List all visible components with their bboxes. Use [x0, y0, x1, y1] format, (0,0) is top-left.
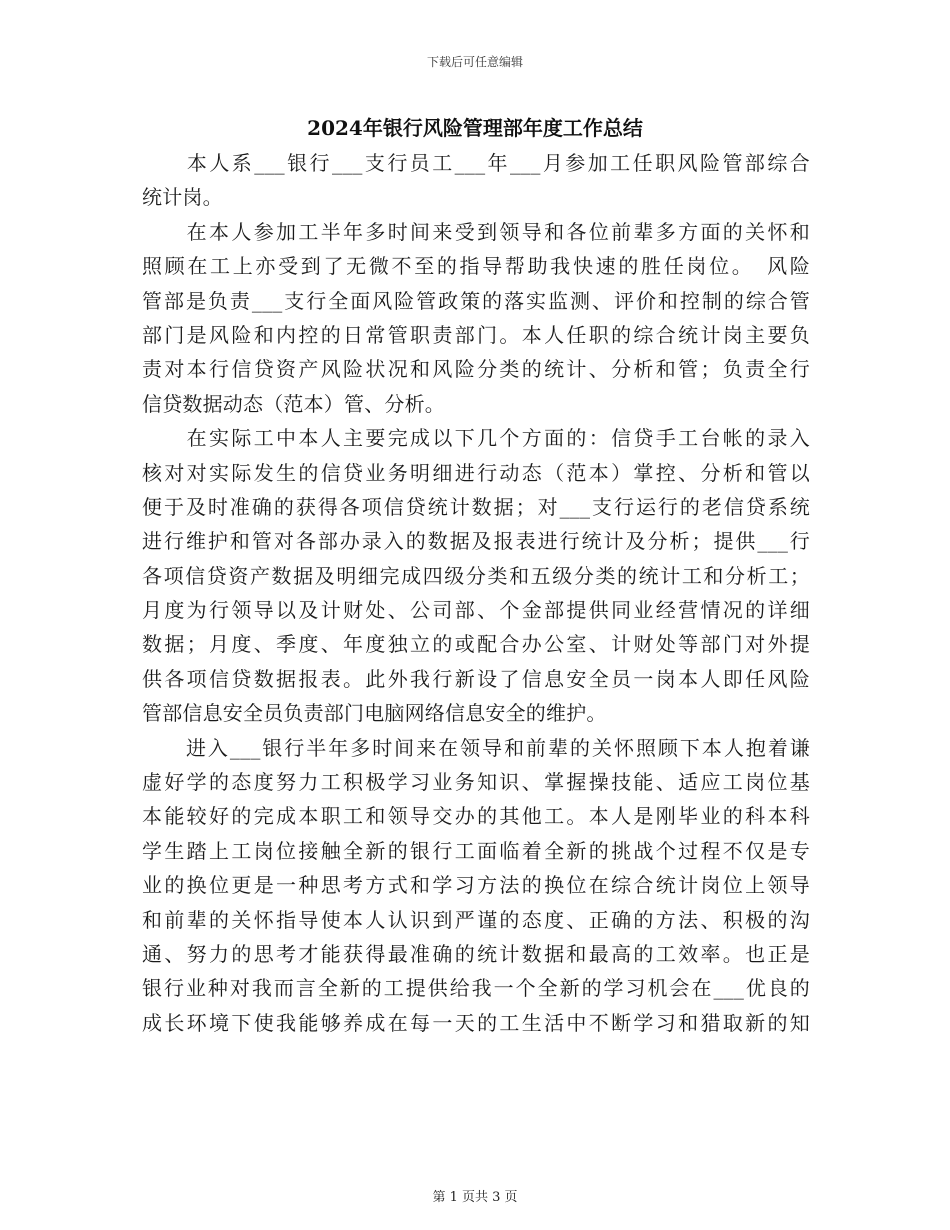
- body-line: 银行业种对我而言全新的工提供给我一个全新的学习机会在___优良的: [142, 976, 810, 1001]
- document-title: 2024年银行风险管理部年度工作总结: [307, 116, 643, 140]
- body-line: 管部是负责___支行全面风险管政策的落实监测、评价和控制的综合管: [142, 288, 810, 313]
- body-line: 进入___银行半年多时间来在领导和前辈的关怀照顾下本人抱着谦: [142, 735, 810, 760]
- body-line: 照顾在工上亦受到了无微不至的指导帮助我快速的胜任岗位。 风险: [142, 254, 810, 279]
- body-line: 本人系___银行___支行员工___年___月参加工任职风险管部综合: [142, 151, 810, 175]
- page-footer: 第 1 页共 3 页: [432, 1190, 518, 1205]
- body-line: 学生踏上工岗位接触全新的银行工面临着全新的挑战个过程不仅是专: [142, 838, 810, 863]
- body-line: 进行维护和管对各部办录入的数据及报表进行统计及分析；提供___行: [142, 529, 810, 554]
- body-line: 在实际工中本人主要完成以下几个方面的：信贷手工台帐的录入: [142, 426, 810, 451]
- body-line: 月度为行领导以及计财处、公司部、个金部提供同业经营情况的详细: [142, 598, 810, 623]
- body-line: 便于及时准确的获得各项信贷统计数据；对___支行运行的老信贷系统: [142, 494, 810, 519]
- body-line: 业的换位更是一种思考方式和学习方法的换位在综合统计岗位上领导: [142, 873, 810, 898]
- body-line: 本能较好的完成本职工和领导交办的其他工。本人是刚毕业的科本科: [142, 804, 810, 829]
- document-body: [142, 146, 810, 1040]
- body-line: 成长环境下使我能够养成在每一天的工生活中不断学习和猎取新的知: [142, 1010, 810, 1035]
- body-line: 通、努力的思考才能获得最准确的统计数据和最高的工效率。也正是: [142, 941, 810, 966]
- body-line: 和前辈的关怀指导使本人认识到严谨的态度、正确的方法、积极的沟: [142, 907, 810, 932]
- body-line: 信贷数据动态（范本）管、分析。: [142, 391, 445, 416]
- body-line: 管部信息安全员负责部门电脑网络信息安全的维护。: [142, 701, 607, 726]
- header-note: 下载后可任意编辑: [426, 55, 523, 69]
- body-line: 部门是风险和内控的日常管职责部门。本人任职的综合统计岗主要负: [142, 322, 810, 347]
- body-line: 责对本行信贷资产风险状况和风险分类的统计、分析和管；负责全行: [142, 357, 810, 382]
- body-line: 供各项信贷数据报表。此外我行新设了信息安全员一岗本人即任风险: [142, 666, 810, 691]
- body-line: 各项信贷资产数据及明细完成四级分类和五级分类的统计工和分析工；: [142, 563, 810, 588]
- body-line: 数据；月度、季度、年度独立的或配合办公室、计财处等部门对外提: [142, 632, 810, 657]
- body-line: 虚好学的态度努力工积极学习业务知识、掌握操技能、适应工岗位基: [142, 770, 810, 795]
- body-line: 在本人参加工半年多时间来受到领导和各位前辈多方面的关怀和: [142, 219, 810, 244]
- body-line: 核对对实际发生的信贷业务明细进行动态（范本）掌控、分析和管以: [142, 460, 810, 485]
- body-line: 统计岗。: [142, 185, 223, 210]
